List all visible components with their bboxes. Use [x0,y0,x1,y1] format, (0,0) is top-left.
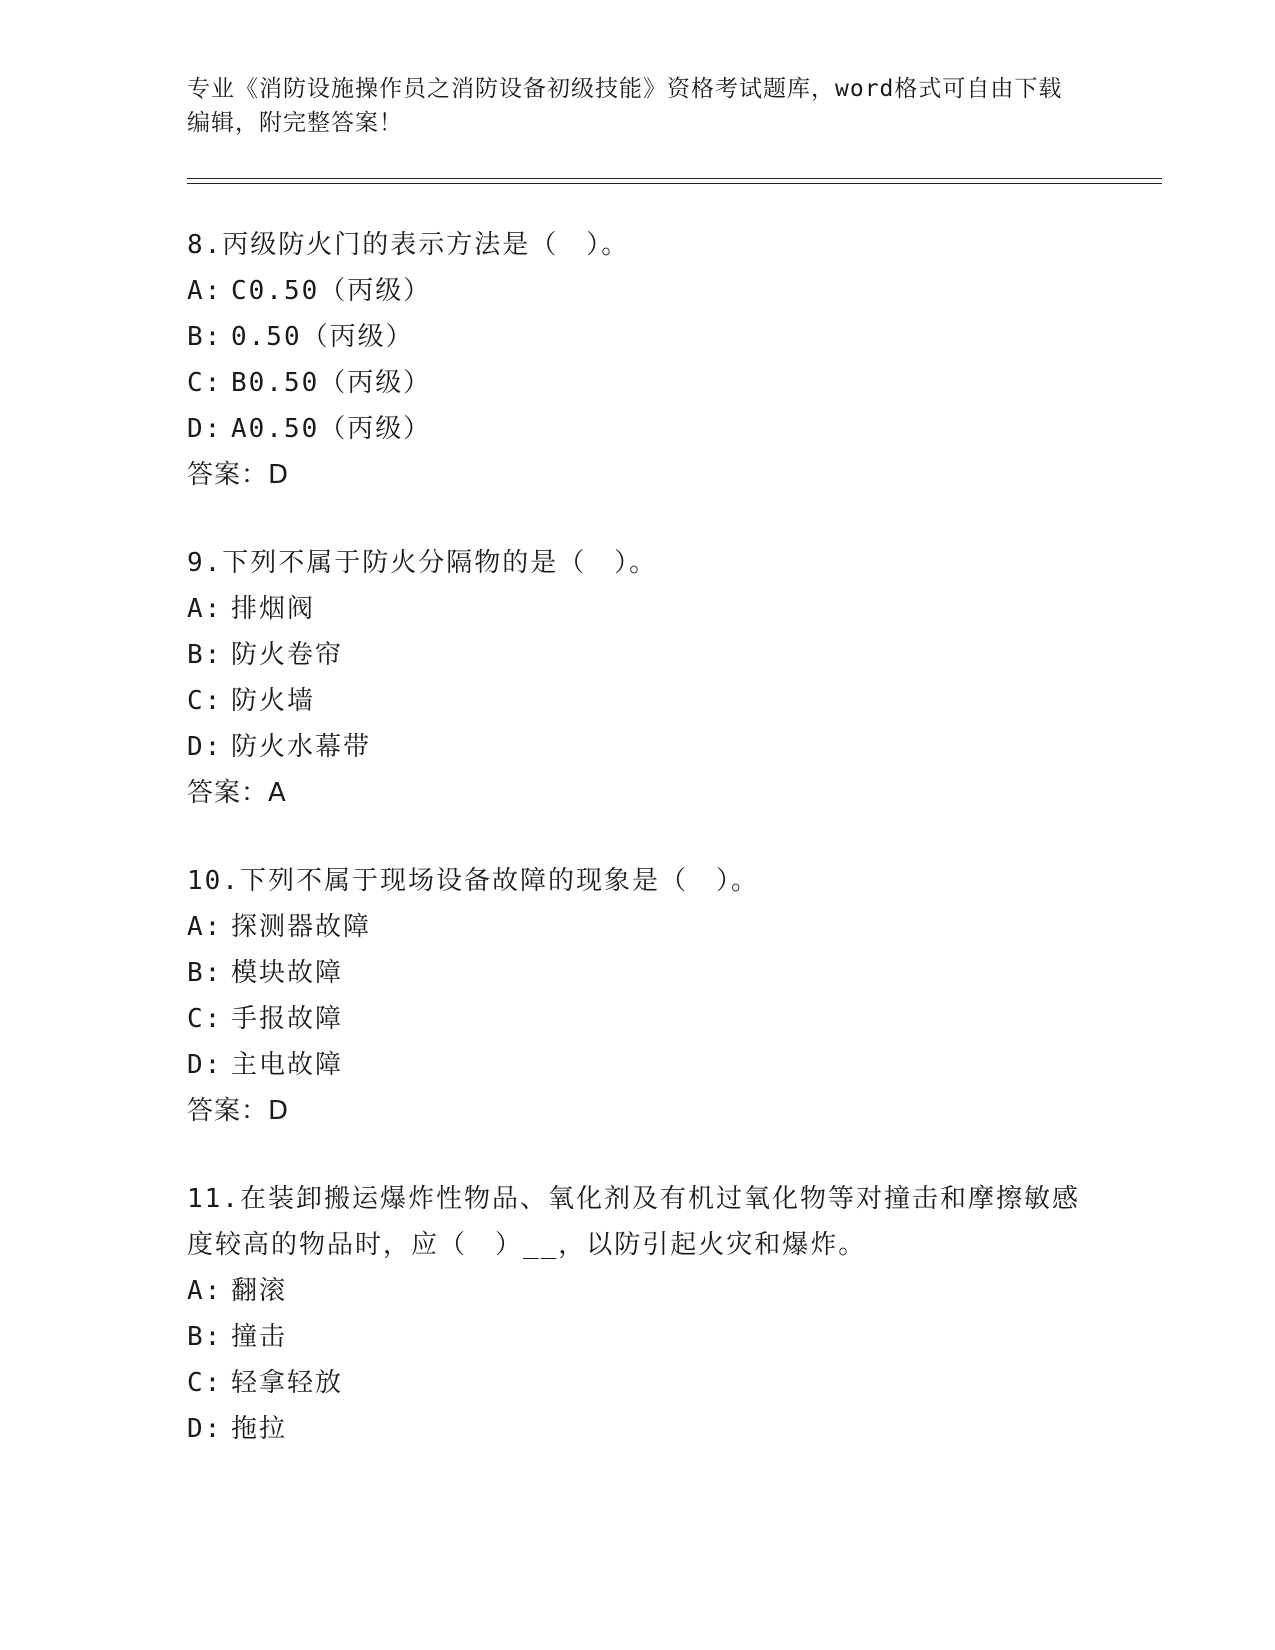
option-key: B: [187,1322,223,1352]
option-key: D: [187,1414,223,1444]
option-key: A: [187,594,223,624]
option-text: 排烟阀 [231,594,316,624]
option-key: B: [187,322,223,352]
document-header: 专业《消防设施操作员之消防设备初级技能》资格考试题库，word格式可自由下载编辑，附完整答案！ [187,76,1063,136]
header-double-rule [187,178,1162,184]
option-text: C0.50（丙级） [231,276,432,306]
option-text: A0.50（丙级） [231,414,432,444]
option-text: 模块故障 [231,958,344,988]
option-text: 探测器故障 [231,912,372,942]
option-b [187,1314,1087,1360]
option-a [187,904,1087,950]
question-stem: 11.在装卸搬运爆炸性物品、氧化剂及有机过氧化物等对撞击和摩擦敏感度较高的物品时，应（ ）__，以防引起火灾和爆炸。 [187,1184,1080,1260]
option-key: A: [187,912,223,942]
option-d [187,1042,1087,1088]
option-text: 主电故障 [231,1050,344,1080]
option-a [187,268,1087,314]
answer-line: 答案：D [187,460,290,490]
answer-line: 答案：D [187,1096,290,1126]
option-c [187,996,1087,1042]
question-stem: 10.下列不属于现场设备故障的现象是（ ）。 [187,866,759,896]
option-text: 撞击 [231,1322,288,1352]
option-b [187,314,1087,360]
option-d [187,1406,1087,1452]
option-key: C: [187,368,223,398]
option-key: C: [187,686,223,716]
option-text: 防火卷帘 [231,640,344,670]
option-text: 轻拿轻放 [231,1368,344,1398]
option-a [187,586,1087,632]
question-8 [187,222,1087,498]
option-key: C: [187,1368,223,1398]
option-a [187,1268,1087,1314]
question-stem: 8.丙级防火门的表示方法是（ ）。 [187,230,630,260]
option-key: A: [187,1276,223,1306]
option-text: 防火墙 [231,686,316,716]
question-10 [187,858,1087,1134]
option-key: D: [187,1050,223,1080]
option-d [187,724,1087,770]
option-key: B: [187,640,223,670]
question-9 [187,540,1087,816]
option-key: B: [187,958,223,988]
option-text: B0.50（丙级） [231,368,432,398]
option-text: 拖拉 [231,1414,288,1444]
question-stem: 9.下列不属于防火分隔物的是（ ）。 [187,548,658,578]
option-key: D: [187,732,223,762]
answer-line: 答案：A [187,778,287,808]
option-text: 翻滚 [231,1276,288,1306]
option-key: D: [187,414,223,444]
option-b [187,632,1087,678]
option-d [187,406,1087,452]
option-key: C: [187,1004,223,1034]
option-c [187,1360,1087,1406]
option-key: A: [187,276,223,306]
option-b [187,950,1087,996]
option-text: 手报故障 [231,1004,344,1034]
question-11 [187,1176,1087,1452]
option-c [187,678,1087,724]
option-text: 防火水幕带 [231,732,372,762]
option-text: 0.50（丙级） [231,322,414,352]
option-c [187,360,1087,406]
